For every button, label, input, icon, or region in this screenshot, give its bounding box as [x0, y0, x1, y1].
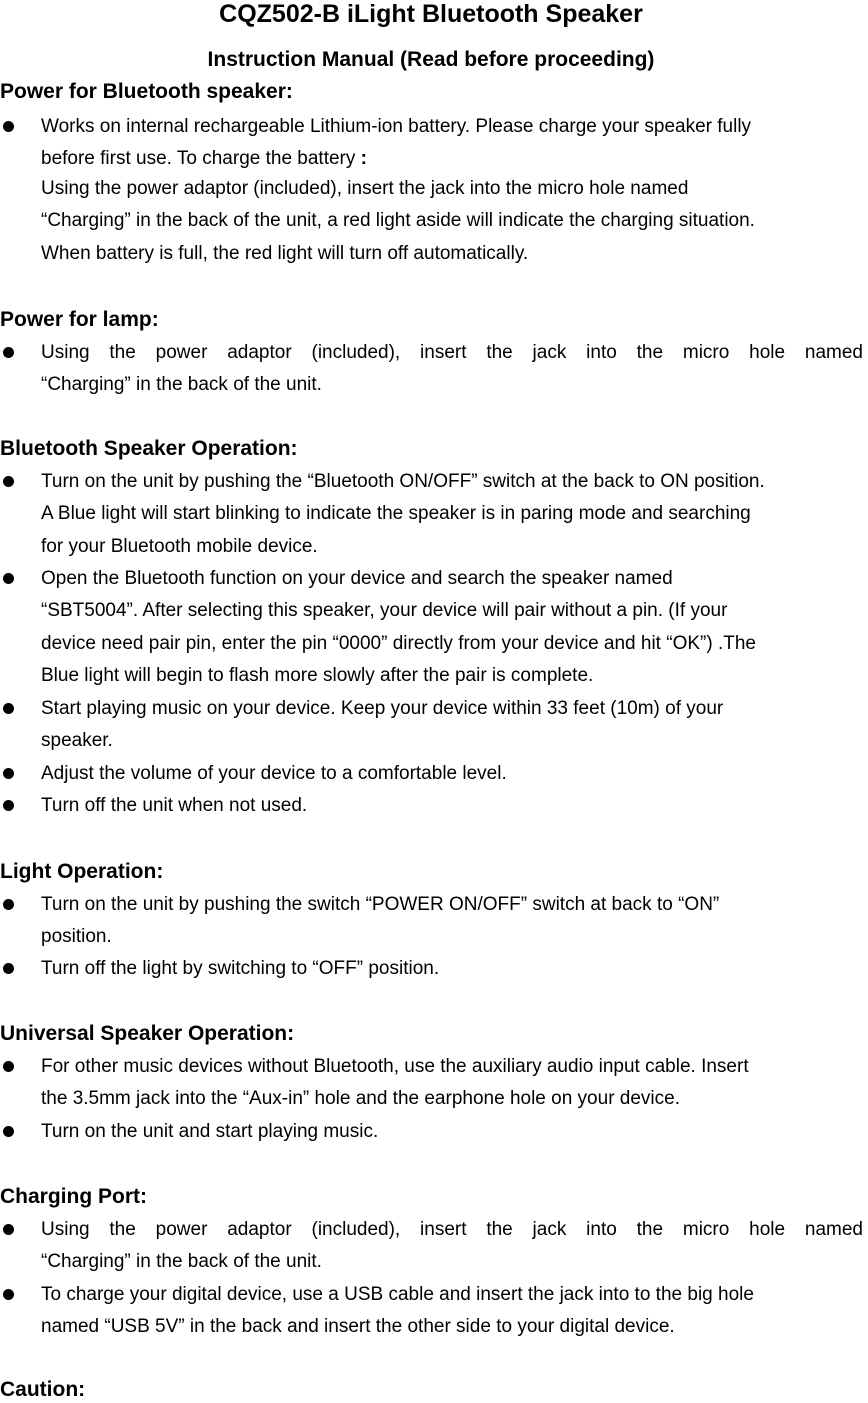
heading-universal-operation: Universal Speaker Operation:: [0, 1022, 295, 1045]
item-line: “Charging” in the back of the unit.: [41, 1251, 322, 1273]
bullet-icon: [3, 899, 14, 910]
item-line: named “USB 5V” in the back and insert the other side to your digital device.: [41, 1316, 675, 1338]
item-line: Using the power adaptor (included), insert the jack into the micro hole named: [41, 1219, 863, 1240]
item-line: Open the Bluetooth function on your device and search the speaker named: [41, 568, 673, 589]
bullet-icon: [3, 1126, 14, 1137]
item-line: Works on internal rechargeable Lithium-ion battery. Please charge your speaker fully: [41, 116, 752, 137]
heading-power-speaker: Power for Bluetooth speaker:: [0, 80, 293, 103]
item-line: for your Bluetooth mobile device.: [41, 535, 318, 557]
heading-charging-port: Charging Port:: [0, 1185, 147, 1208]
colon-mark: :: [360, 148, 367, 170]
item-line: Blue light will begin to flash more slowly after the pair is complete.: [41, 664, 594, 686]
heading-bt-operation: Bluetooth Speaker Operation:: [0, 437, 298, 460]
item-line: To charge your digital device, use a USB cable and insert the jack into to the big hole: [41, 1284, 754, 1305]
item-line: device need pair pin, enter the pin “0000” directly from your device and hit “OK”) .The: [41, 632, 756, 654]
bullet-icon: [3, 768, 14, 779]
note-line: When battery is full, the red light will turn off automatically.: [41, 242, 529, 264]
item-line: Turn off the light by switching to “OFF” position.: [41, 958, 440, 979]
item-line: Turn on the unit by pushing the switch “POWER ON/OFF” switch at back to “ON”: [41, 894, 720, 915]
item-line: speaker.: [41, 730, 113, 752]
bullet-icon: [3, 800, 14, 811]
item-line: Adjust the volume of your device to a comfortable level.: [41, 763, 507, 784]
bullet-icon: [3, 476, 14, 487]
bullet-icon: [3, 1061, 14, 1072]
item-line: Turn on the unit and start playing music.: [41, 1121, 379, 1142]
item-line: the 3.5mm jack into the “Aux-in” hole and the earphone hole on your device.: [41, 1088, 680, 1110]
heading-light-operation: Light Operation:: [0, 860, 164, 883]
item-line: For other music devices without Bluetooth, use the auxiliary audio input cable. Insert: [41, 1056, 749, 1077]
item-line: “SBT5004”. After selecting this speaker, your device will pair without a pin. (If your: [41, 600, 728, 622]
heading-power-lamp: Power for lamp:: [0, 308, 159, 331]
bullet-icon: [3, 703, 14, 714]
item-line: before first use. To charge the battery :: [41, 148, 367, 170]
item-line: Turn off the unit when not used.: [41, 795, 308, 816]
document-title: CQZ502-B iLight Bluetooth Speaker: [219, 0, 643, 28]
bullet-icon: [3, 121, 14, 132]
item-line: Start playing music on your device. Keep your device within 33 feet (10m) of your: [41, 698, 724, 719]
bullet-icon: [3, 1289, 14, 1300]
document-subtitle: Instruction Manual (Read before proceeding): [207, 48, 655, 71]
item-line: Turn on the unit by pushing the “Bluetooth ON/OFF” switch at the back to ON position.: [41, 471, 765, 492]
note-line: “Charging” in the back of the unit, a red light aside will indicate the charging situation.: [41, 210, 755, 232]
item-line: “Charging” in the back of the unit.: [41, 374, 322, 396]
charging-note: [41, 173, 863, 270]
note-line: Using the power adaptor (included), insert the jack into the micro hole named: [41, 178, 689, 199]
bullet-icon: [3, 573, 14, 584]
bullet-icon: [3, 347, 14, 358]
item-line: Using the power adaptor (included), insert the jack into the micro hole named: [41, 342, 863, 363]
item-line: A Blue light will start blinking to indicate the speaker is in paring mode and searching: [41, 503, 751, 525]
heading-caution: Caution:: [0, 1378, 86, 1401]
item-line: position.: [41, 926, 112, 948]
bullet-icon: [3, 1224, 14, 1235]
bullet-icon: [3, 963, 14, 974]
